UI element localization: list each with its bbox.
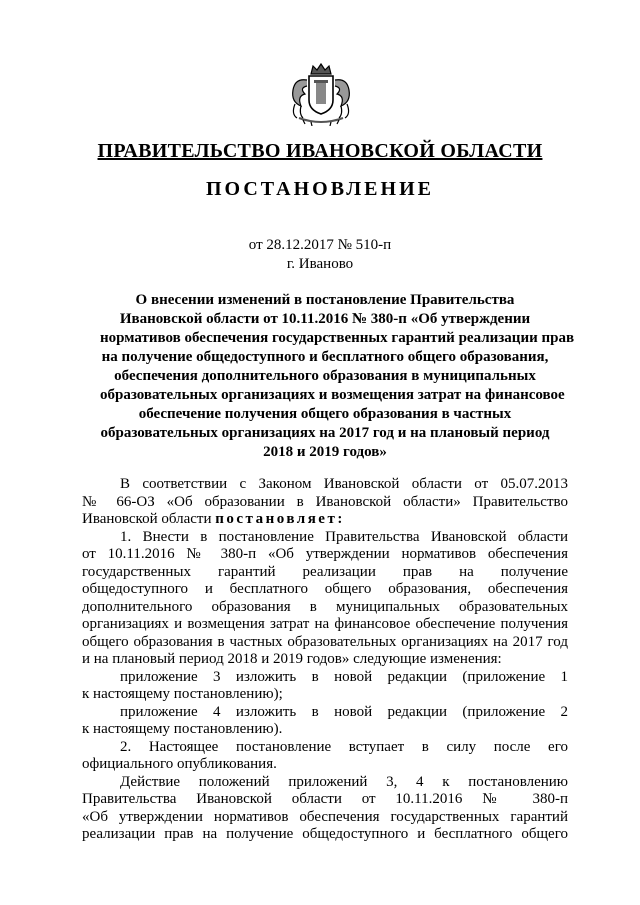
- coat-of-arms-icon: [285, 60, 357, 126]
- document-meta: [0, 236, 640, 274]
- effect-line: Действие положений приложений 3, 4 к постановлению: [120, 773, 568, 790]
- preamble-line: В соответствии с Законом Ивановской области от 05.07.2013: [120, 476, 568, 492]
- organization-name: ПРАВИТЕЛЬСТВО ИВАНОВСКОЙ ОБЛАСТИ: [97, 140, 543, 162]
- title-line: на получение общедоступного и бесплатного общего образования,: [101, 349, 549, 365]
- item1-line: организациях и возмещения затрат на финансовое обеспечение получения: [82, 616, 568, 632]
- effect-line: Правительства Ивановской области от 10.11.2016 № 380-п: [82, 791, 568, 807]
- preamble-line: [82, 511, 568, 529]
- item1-line: общедоступного и бесплатного общего образования, обеспечения: [82, 581, 568, 597]
- city: г. Иваново: [286, 256, 354, 272]
- item2-line: 2. Настоящее постановление вступает в силу после его: [120, 738, 568, 755]
- title-line: обеспечение получения общего образования в частных: [138, 406, 512, 422]
- item1-line: общего образования в частных образовательных организациях на 2017 год: [82, 633, 568, 650]
- preamble-line: № 66-ОЗ «Об образовании в Ивановской области» Правительство: [82, 493, 568, 510]
- item1-line: от 10.11.2016 № 380-п «Об утверждении нормативов обеспечения: [82, 546, 568, 562]
- effect-line: реализации прав на получение общедоступного и бесплатного общего: [82, 826, 568, 842]
- title-line: образовательных организациях на 2017 год и на плановый период: [100, 425, 550, 441]
- sub2-line: приложение 4 изложить в новой редакции (приложение 2: [120, 703, 568, 720]
- title-line: нормативов обеспечения государственных гарантий реализации прав: [100, 330, 575, 346]
- title-line: 2018 и 2019 годов»: [263, 444, 387, 460]
- item1-line: государственных гарантий реализации прав на получение: [82, 563, 568, 580]
- title-line: образовательных организациях и возмещения затрат на финансовое: [100, 387, 565, 403]
- document-type: ПОСТАНОВЛЕНИЕ: [206, 178, 434, 200]
- sub1-line: приложение 3 изложить в новой редакции (приложение 1: [120, 668, 568, 685]
- preamble-prefix: Ивановской области: [82, 511, 216, 527]
- document-body: [82, 476, 568, 844]
- item1-line: 1. Внести в постановление Правительства Ивановской области: [120, 528, 568, 545]
- effect-line: «Об утверждении нормативов обеспечения государственных гарантий: [82, 808, 568, 825]
- sub2-line: к настоящему постановлению).: [82, 721, 283, 737]
- item2-line: официального опубликования.: [82, 756, 277, 772]
- document-title: [100, 291, 575, 462]
- date-number: от 28.12.2017 № 510-п: [248, 237, 392, 253]
- decree-word: постановляет:: [215, 511, 345, 527]
- item1-line: дополнительного образования в муниципальных образовательных: [82, 598, 568, 615]
- title-line: обеспечения дополнительного образования в муниципальных: [114, 368, 536, 384]
- item1-line: и на плановый период 2018 и 2019 годов» следующие изменения:: [82, 651, 502, 667]
- title-line: О внесении изменений в постановление Правительства: [135, 292, 515, 308]
- sub1-line: к настоящему постановлению);: [82, 686, 283, 702]
- title-line: Ивановской области от 10.11.2016 № 380-п «Об утверждении: [119, 311, 531, 327]
